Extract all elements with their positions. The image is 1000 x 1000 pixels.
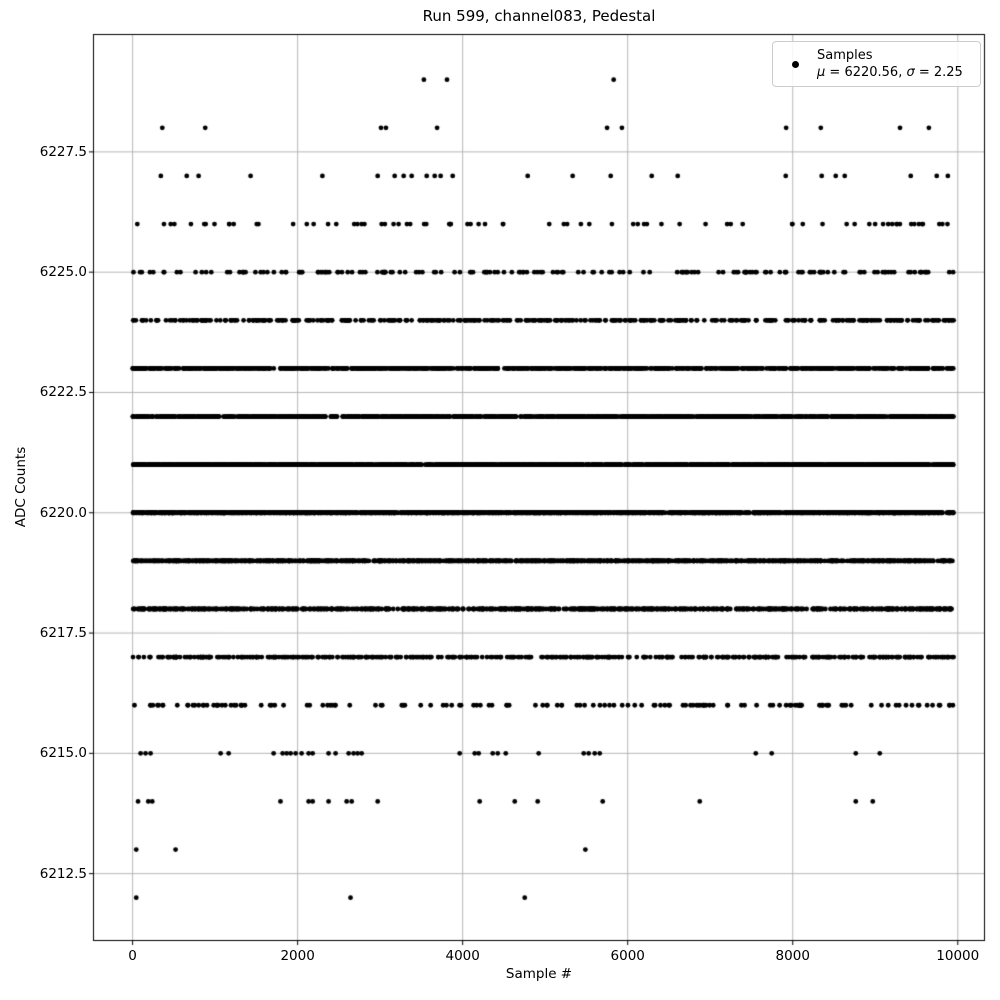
y-tick-label: 6217.5 [39, 625, 87, 642]
legend-marker-dot-icon [792, 61, 799, 68]
y-tick-label: 6215.0 [39, 745, 87, 762]
y-tick-label: 6225.0 [39, 264, 87, 281]
legend-series-label: Samples [817, 48, 873, 63]
y-tick-label: 6227.5 [39, 143, 87, 160]
x-tick-label: 8000 [775, 948, 810, 964]
legend-text [817, 47, 963, 81]
x-tick-label: 4000 [445, 948, 480, 964]
x-tick-label: 0 [128, 948, 137, 964]
x-axis-label: Sample # [505, 966, 573, 982]
sigma-symbol: σ [906, 65, 915, 80]
x-tick-label: 10000 [936, 948, 980, 964]
sigma-value: = 2.25 [914, 65, 963, 80]
x-tick-label: 2000 [280, 948, 315, 964]
mu-symbol: μ [817, 65, 826, 80]
y-axis-label: ADC Counts [13, 446, 29, 528]
legend-stats-line [817, 64, 963, 81]
y-tick-label: 6212.5 [39, 865, 87, 882]
chart-title: Run 599, channel083, Pedestal [422, 7, 656, 25]
x-tick-label: 6000 [610, 948, 645, 964]
legend-marker-column [773, 61, 817, 68]
mu-value: = 6220.56, [825, 65, 907, 80]
y-tick-label: 6220.0 [39, 504, 87, 521]
legend [772, 41, 981, 87]
y-tick-label: 6222.5 [39, 384, 87, 401]
